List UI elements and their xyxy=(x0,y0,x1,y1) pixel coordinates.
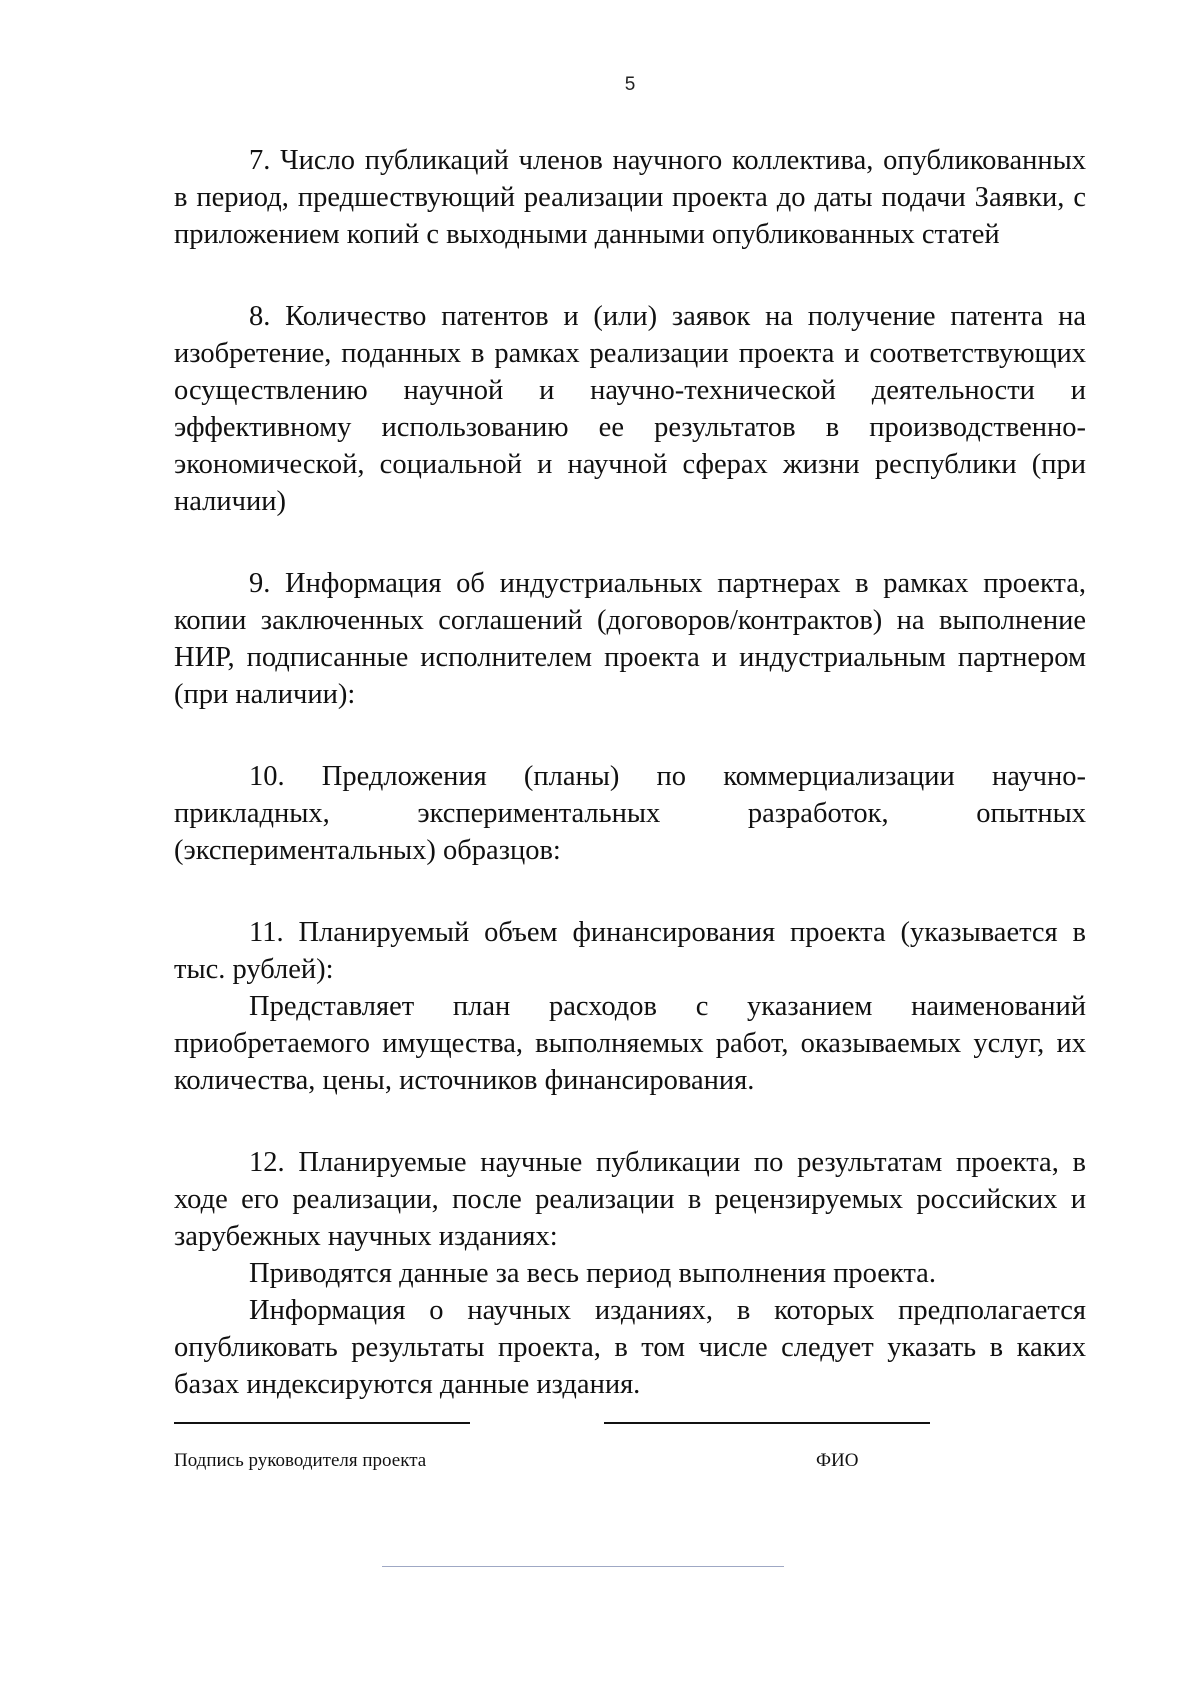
section-7-text: 7. Число публикаций членов научного коллектива, опубликованных в период, предшествующий реализации проекта до даты подачи Заявки, с приложением копий с выходными данными опубликованных статей xyxy=(174,145,1086,250)
section-12-title: 12. Планируемые научные публикации по результатам проекта, в ходе его реализации, после реализации в рецензируемых российских и зарубежных научных изданиях: xyxy=(174,1147,1086,1252)
section-11-description: Представляет план расходов с указанием наименований приобретаемого имущества, выполняемых работ, оказываемых услуг, их количества, цены, источников финансирования. xyxy=(174,991,1086,1096)
signature-label: Подпись руководителя проекта xyxy=(174,1450,427,1471)
section-9-text: 9. Информация об индустриальных партнерах в рамках проекта, копии заключенных соглашений (договоров/контрактов) на выполнение НИР, подписанные исполнителем проекта и индустриальным партнером (при наличии): xyxy=(174,568,1086,710)
name-line xyxy=(604,1422,930,1424)
section-12-journals-note: Информация о научных изданиях, в которых предполагается опубликовать результаты проекта, в том числе следует указать в каких базах индексируются данные издания. xyxy=(174,1295,1086,1400)
section-11 xyxy=(174,914,1086,1099)
page-number: 5 xyxy=(624,74,636,95)
section-12-period-note: Приводятся данные за весь период выполнения проекта. xyxy=(249,1258,936,1289)
section-8-text: 8. Количество патентов и (или) заявок на получение патента на изобретение, поданных в рамках реализации проекта и соответствующих осуществлению научной и научно-технической деятельности и эффективному использованию ее результатов в производственно-экономической, социальной и научной сферах жизни республики (при наличии) xyxy=(174,301,1086,517)
section-8 xyxy=(174,298,1086,520)
section-12 xyxy=(174,1144,1086,1403)
section-10 xyxy=(174,758,1086,869)
section-7 xyxy=(174,142,1086,253)
section-9 xyxy=(174,565,1086,713)
document-body xyxy=(174,142,1086,1403)
section-11-title: 11. Планируемый объем финансирования проекта (указывается в тыс. рублей): xyxy=(174,917,1086,985)
section-10-text: 10. Предложения (планы) по коммерциализации научно-прикладных, экспериментальных разработок, опытных (экспериментальных) образцов: xyxy=(174,761,1086,866)
footer-divider xyxy=(382,1566,784,1567)
signature-line xyxy=(174,1422,470,1424)
name-label: ФИО xyxy=(816,1450,859,1471)
